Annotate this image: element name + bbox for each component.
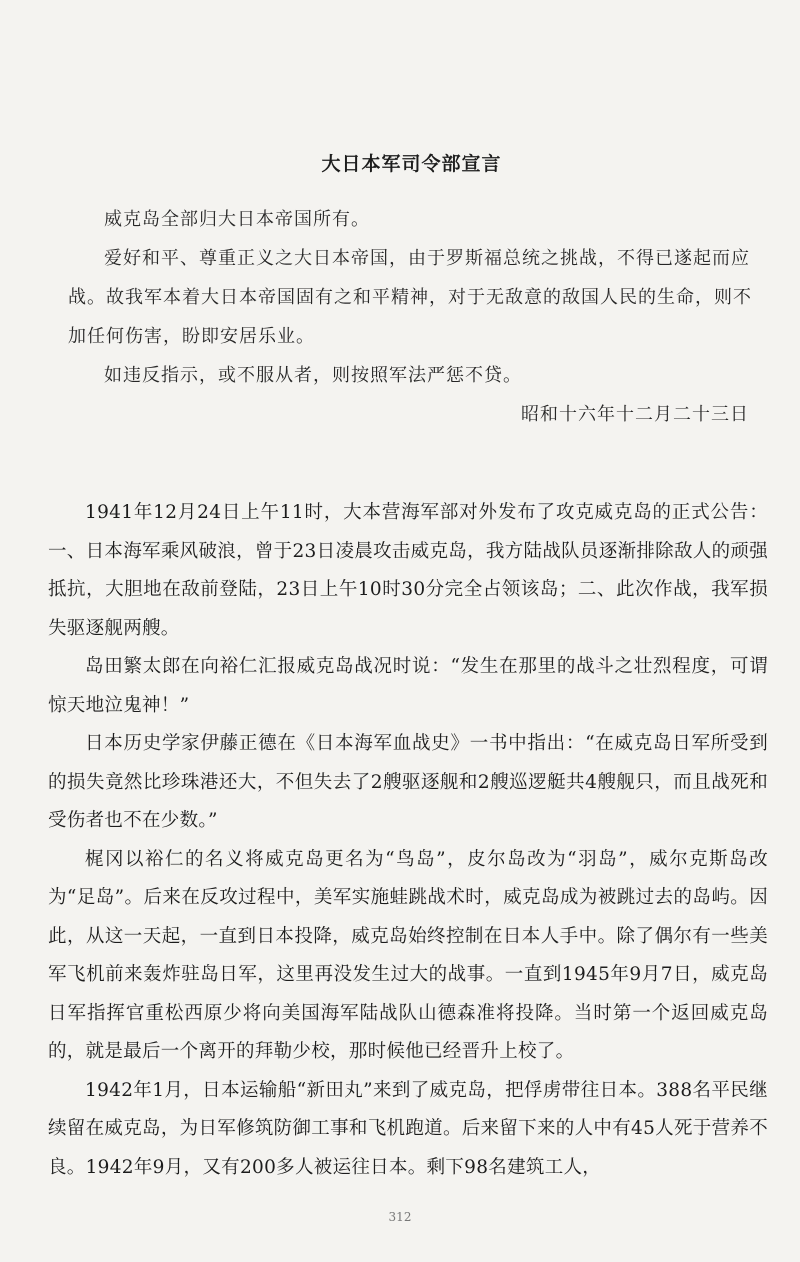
- decree-paragraph: 威克岛全部归大日本帝国所有。: [104, 209, 370, 230]
- body-paragraph: 梶冈以裕仁的名义将威克岛更名为“鸟岛”，皮尔岛改为“羽岛”，威尔克斯岛改为“足岛”。后来在反攻过程中，美军实施蛙跳战术时，威克岛成为被跳过去的岛屿。因此，从这一天起，一直到日本投降，威克岛始终控制在日本人手中。除了偶尔有一些美军飞机前来轰炸驻岛日军，这里再没发生过大的战事。一直到1945年9月7日，威克岛日军指挥官重松西原少将向美国海军陆战队山德森准将投降。当时第一个返回威克岛的，就是最后一个离开的拜勒少校，那时候他已经晋升上校了。: [48, 848, 768, 1062]
- decree-date: 昭和十六年十二月二十三日: [521, 404, 749, 425]
- body-paragraph: 1942年1月，日本运输船“新田丸”来到了威克岛，把俘虏带往日本。388名平民继续留在威克岛，为日军修筑防御工事和飞机跑道。后来留下来的人中有45人死于营养不良。1942年9月，又有200多人被运往日本。剩下98名建筑工人，: [48, 1079, 768, 1178]
- body-text: [48, 494, 768, 1187]
- body-paragraph: 日本历史学家伊藤正德在《日本海军血战史》一书中指出：“在威克岛日军所受到的损失竟然比珍珠港还大，不但失去了2艘驱逐舰和2艘巡逻艇共4艘舰只，而且战死和受伤者也不在少数。”: [48, 733, 768, 831]
- decree-paragraph: 如违反指示，或不服从者，则按照军法严惩不贷。: [104, 365, 522, 386]
- decree-title: 大日本军司令部宣言: [321, 153, 502, 175]
- body-paragraph: 岛田繁太郎在向裕仁汇报威克岛战况时说：“发生在那里的战斗之壮烈程度，可谓惊天地泣鬼神！”: [48, 656, 768, 716]
- decree-section: [68, 150, 755, 434]
- body-paragraph: 1941年12月24日上午11时，大本营海军部对外发布了攻克威克岛的正式公告：一、日本海军乘风破浪，曾于23日凌晨攻击威克岛，我方陆战队员逐渐排除敌人的顽强抵抗，大胆地在敌前登陆，23日上午10时30分完全占领该岛；二、此次作战，我军损失驱逐舰两艘。: [48, 502, 768, 639]
- decree-paragraph: 爱好和平、尊重正义之大日本帝国，由于罗斯福总统之挑战，不得已遂起而应战。故我军本着大日本帝国固有之和平精神，对于无敌意的敌国人民的生命，则不加任何伤害，盼即安居乐业。: [68, 248, 752, 347]
- page-number: 312: [388, 1210, 412, 1224]
